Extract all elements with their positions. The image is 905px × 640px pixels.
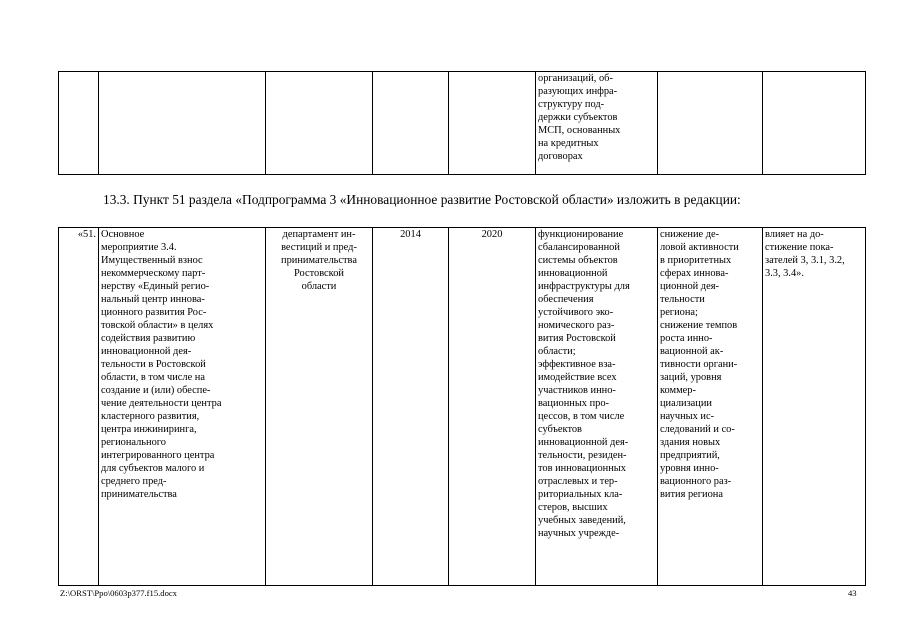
- cell-name: [99, 228, 266, 586]
- text-line: нальный центр иннова-: [101, 294, 205, 305]
- row-number: «51.: [77, 229, 96, 240]
- text-line: области, в том числе на: [101, 372, 205, 383]
- cell-consequences: [658, 72, 763, 175]
- text-line: научных ис-: [660, 411, 715, 422]
- page-number: 43: [848, 588, 857, 598]
- cell-start-year: [373, 72, 449, 175]
- text-line: ционной дея-: [660, 281, 719, 292]
- text-line: обеспечения: [538, 294, 594, 305]
- text-line: ловой активности: [660, 242, 739, 253]
- text-line: номического раз-: [538, 320, 615, 331]
- text-line: центра инжиниринга,: [101, 424, 197, 435]
- text-line: МСП, основанных: [538, 125, 621, 136]
- text-line: следований и со-: [660, 424, 735, 435]
- text-line: участников инно-: [538, 385, 616, 396]
- cell-indicators: [763, 72, 866, 175]
- text-line: тивности органи-: [660, 359, 738, 370]
- cell-end-year: [449, 72, 536, 175]
- text-line: на кредитных: [538, 138, 599, 149]
- text-line: вития региона: [660, 489, 723, 500]
- text-line: среднего пред-: [101, 476, 167, 487]
- text-line: 3.3, 3.4».: [765, 268, 804, 279]
- text-line: роста инно-: [660, 333, 713, 344]
- text-line: инновационной дея-: [101, 346, 192, 357]
- text-line: тельности: [660, 294, 705, 305]
- end-year: 2020: [481, 229, 503, 240]
- text-line: кластерного развития,: [101, 411, 200, 422]
- cell-number: [59, 72, 99, 175]
- text-line: региона;: [660, 307, 698, 318]
- text-line: предприятий,: [660, 450, 720, 461]
- text-line: в приоритетных: [660, 255, 732, 266]
- text-line: инновационной: [538, 268, 608, 279]
- text-line: тельности, резиден-: [538, 450, 627, 461]
- text-line: области;: [538, 346, 576, 357]
- top-table-fragment: [58, 71, 866, 175]
- text-line: цессов, в том числе: [538, 411, 625, 422]
- text-line: принимательства: [281, 255, 357, 266]
- text-line: риториальных кла-: [538, 489, 623, 500]
- main-table: [58, 227, 866, 586]
- cell-executor: [266, 72, 373, 175]
- text-line: создание и (или) обеспе-: [101, 385, 211, 396]
- text-line: Имущественный взнос: [101, 255, 203, 266]
- text-line: циализации: [660, 398, 712, 409]
- text-line: принимательства: [101, 489, 177, 500]
- footer-file-path: Z:\ORST\Ppo\0603p377.f15.docx: [60, 588, 177, 598]
- text-line: организаций, об-: [538, 73, 613, 84]
- cell-start-year: [373, 228, 449, 586]
- text-line: влияет на до-: [765, 229, 824, 240]
- text-line: уровня инно-: [660, 463, 719, 474]
- text-line: снижение де-: [660, 229, 720, 240]
- text-line: коммер-: [660, 385, 696, 396]
- text-line: Ростовской: [294, 268, 344, 279]
- text-line: вационных про-: [538, 398, 610, 409]
- cell-result: [536, 72, 658, 175]
- text-line: структуру под-: [538, 99, 605, 110]
- text-line: здания новых: [660, 437, 721, 448]
- text-line: нерству «Единый регио-: [101, 281, 210, 292]
- text-line: системы объектов: [538, 255, 618, 266]
- text-line: чение деятельности центра: [101, 398, 222, 409]
- text-line: тов инновационных: [538, 463, 626, 474]
- text-line: эффективное вза-: [538, 359, 616, 370]
- table-row: [59, 72, 866, 175]
- text-line: учебных заведений,: [538, 515, 626, 526]
- text-line: снижение темпов: [660, 320, 738, 331]
- text-line: функционирование: [538, 229, 624, 240]
- text-line: регионального: [101, 437, 166, 448]
- text-line: области: [301, 281, 337, 292]
- text-line: имодействие всех: [538, 372, 617, 383]
- cell-result: [536, 228, 658, 586]
- text-line: для субъектов малого и: [101, 463, 205, 474]
- text-line: устойчивого эко-: [538, 307, 614, 318]
- text-line: договорах: [538, 151, 583, 162]
- cell-number: [59, 228, 99, 586]
- text-line: разующих инфра-: [538, 86, 618, 97]
- text-line: научных учрежде-: [538, 528, 620, 539]
- text-line: зателей 3, 3.1, 3.2,: [765, 255, 845, 266]
- text-line: отраслевых и тер-: [538, 476, 618, 487]
- text-line: заций, уровня: [660, 372, 722, 383]
- text-line: товской области» в целях: [101, 320, 214, 331]
- table-row: [59, 228, 866, 586]
- text-line: мероприятие 3.4.: [101, 242, 177, 253]
- text-line: сбалансированной: [538, 242, 620, 253]
- text-line: сферах иннова-: [660, 268, 729, 279]
- text-line: вития Ростовской: [538, 333, 616, 344]
- text-line: инновационной дея-: [538, 437, 629, 448]
- cell-consequences: [658, 228, 763, 586]
- text-line: ционного развития Рос-: [101, 307, 207, 318]
- cell-indicators: [763, 228, 866, 586]
- text-line: инфраструктуры для: [538, 281, 630, 292]
- text-line: стеров, высших: [538, 502, 608, 513]
- cell-executor: [266, 228, 373, 586]
- text-line: некоммерческому парт-: [101, 268, 206, 279]
- section-heading: 13.3. Пункт 51 раздела «Подпрограмма 3 «Инновационное развитие Ростовской области» изложить в редакции:: [103, 192, 741, 207]
- text-line: вационной ак-: [660, 346, 724, 357]
- text-line: тельности в Ростовской: [101, 359, 206, 370]
- text-line: вестиций и пред-: [281, 242, 357, 253]
- text-line: стижение пока-: [765, 242, 834, 253]
- text-line: вационного раз-: [660, 476, 732, 487]
- start-year: 2014: [400, 229, 421, 240]
- cell-end-year: [449, 228, 536, 586]
- text-line: интегрированного центра: [101, 450, 215, 461]
- cell-name: [99, 72, 266, 175]
- text-line: субъектов: [538, 424, 582, 435]
- text-line: Основное: [101, 229, 145, 240]
- text-line: держки субъектов: [538, 112, 618, 123]
- text-line: содействия развитию: [101, 333, 196, 344]
- text-line: департамент ин-: [282, 229, 356, 240]
